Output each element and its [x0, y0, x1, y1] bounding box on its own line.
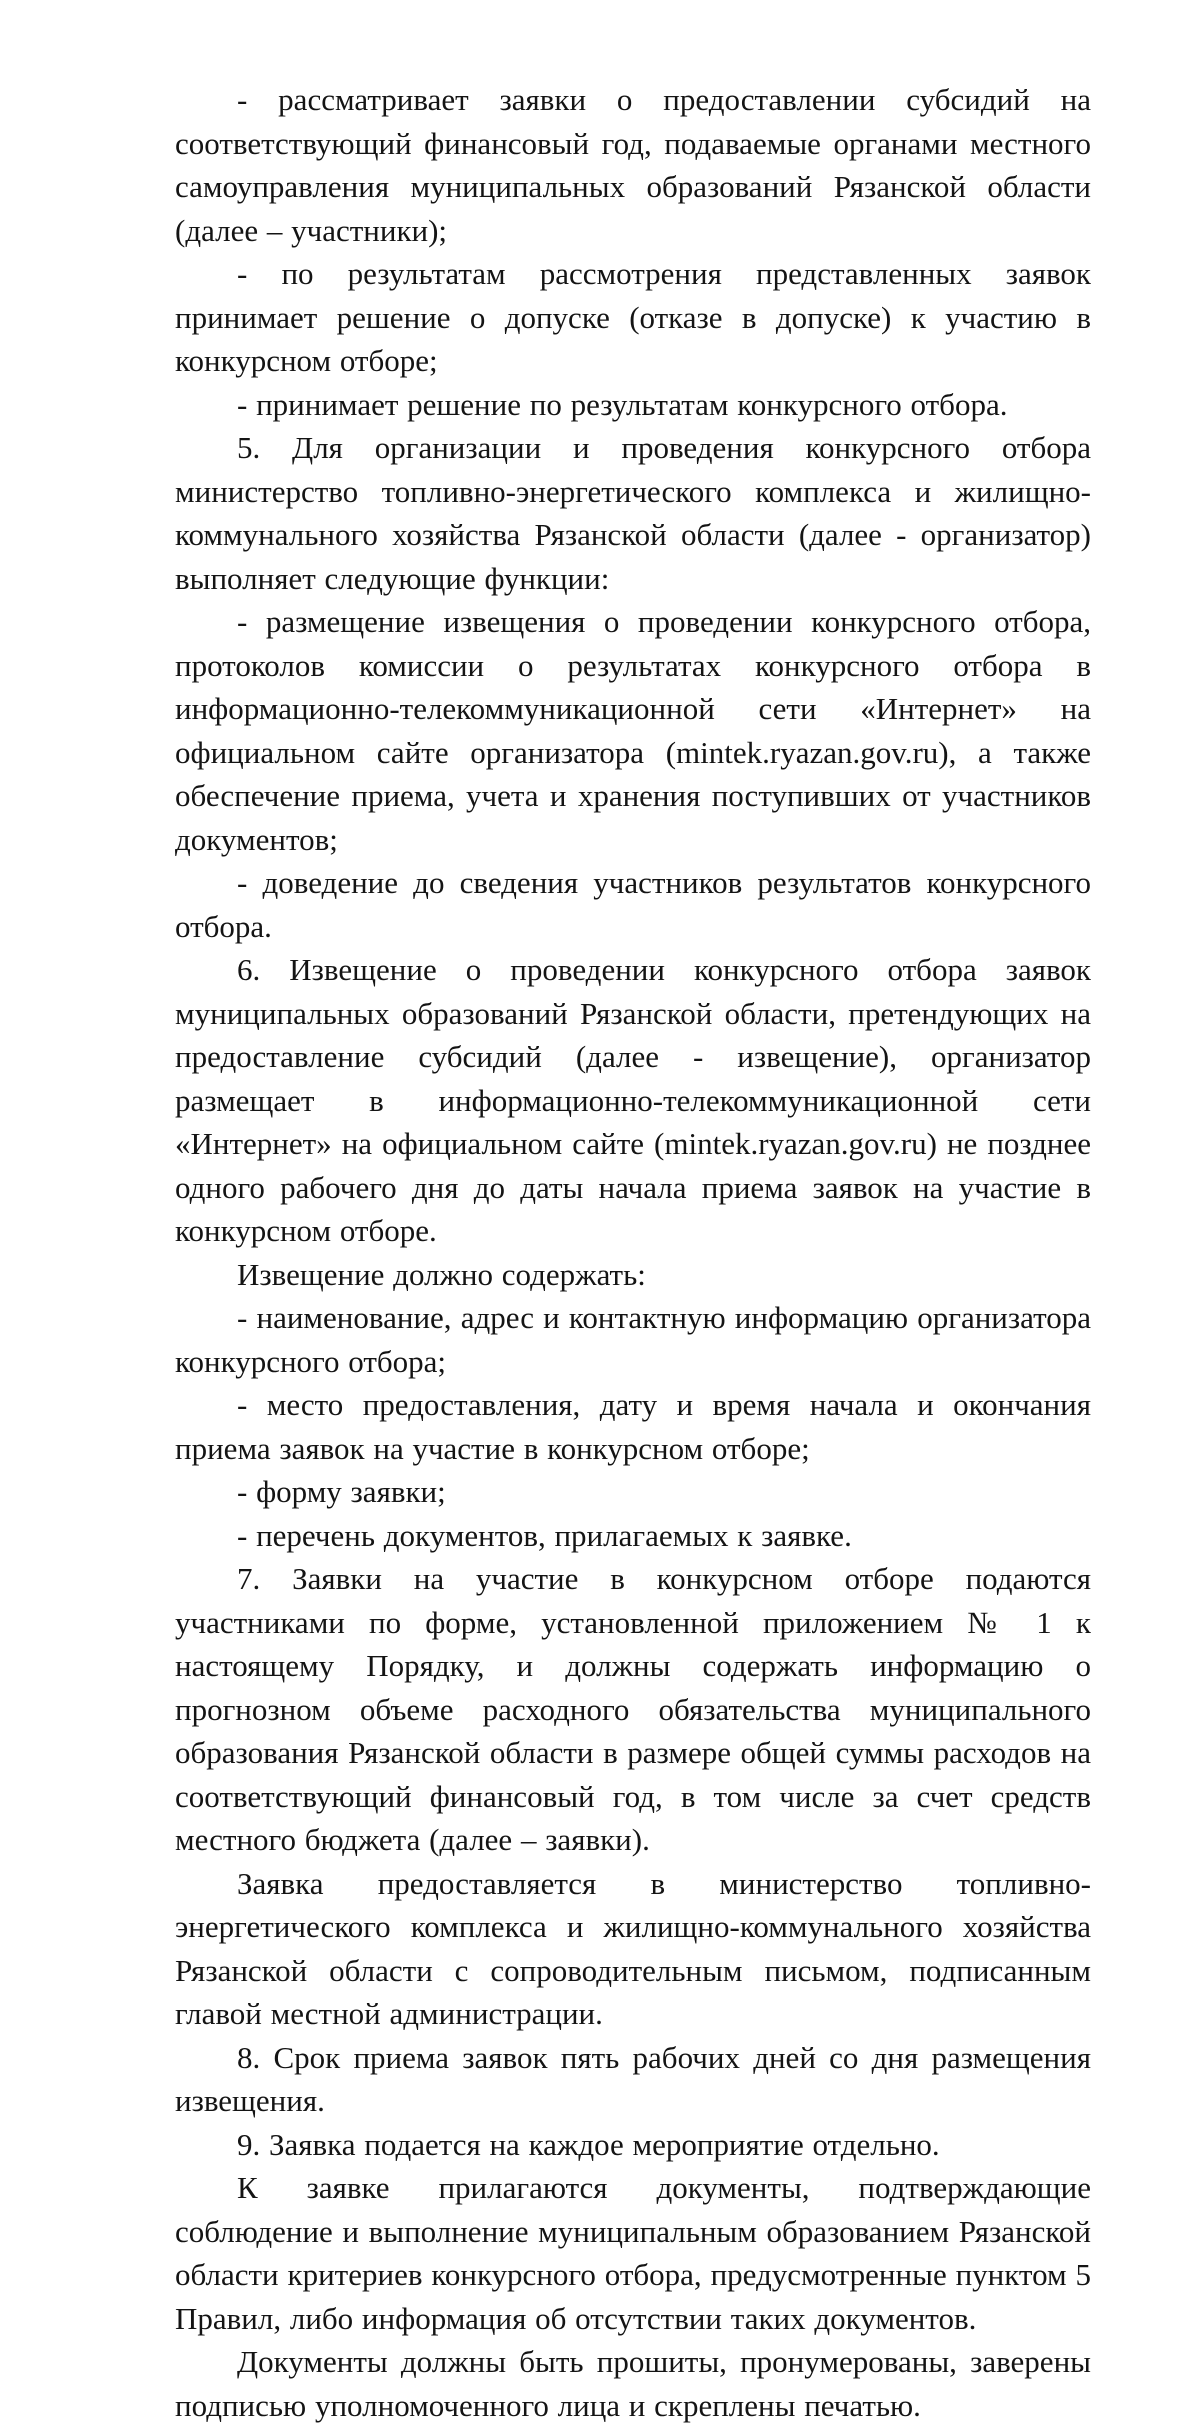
paragraph-item-5: 5. Для организации и проведения конкурсного отбора министерство топливно-энергетического комплекса и жилищно-коммунального хозяйства Рязанской области (далее - организатор) выполняет следующие функции:: [175, 430, 1091, 596]
paragraph-final-decision: - принимает решение по результатам конкурсного отбора.: [237, 386, 1008, 422]
paragraph-notice-documents-list: - перечень документов, прилагаемых к заявке.: [237, 1517, 852, 1553]
paragraph-admission-decision: - по результатам рассмотрения представленных заявок принимает решение о допуске (отказе в допуске) к участию в конкурсном отборе;: [175, 256, 1091, 378]
paragraph-item-7: 7. Заявки на участие в конкурсном отборе подаются участниками по форме, установленной приложением № 1 к настоящему Порядку, и должны содержать информацию о прогнозном объеме расходного обязательства муниципального образования Рязанской области в размере общей суммы расходов на соответствующий финансовый год, в том числе за счет средств местного бюджета (далее – заявки).: [175, 1561, 1091, 1857]
paragraph-attached-documents: К заявке прилагаются документы, подтверждающие соблюдение и выполнение муниципальным образованием Рязанской области критериев конкурсного отбора, предусмотренные пунктом 5 Правил, либо информация об отсутствии таких документов.: [175, 2170, 1091, 2336]
paragraph-notice-placement: - размещение извещения о проведении конкурсного отбора, протоколов комиссии о результатах конкурсного отбора в информационно-телекоммуникационной сети «Интернет» на официальном сайте организатора (mintek.ryazan.gov.ru), а также обеспечение приема, учета и хранения поступивших от участников документов;: [175, 604, 1091, 857]
paragraph-item-9: 9. Заявка подается на каждое мероприятие отдельно.: [237, 2126, 940, 2162]
paragraph-reviews-applications: - рассматривает заявки о предоставлении субсидий на соответствующий финансовый год, подаваемые органами местного самоуправления муниципальных образований Рязанской области (далее – участники);: [175, 82, 1091, 248]
paragraph-notice-must-contain: Извещение должно содержать:: [237, 1256, 646, 1292]
paragraph-documents-binding: Документы должны быть прошиты, пронумерованы, заверены подписью уполномоченного лица и скреплены печатью.: [175, 2344, 1091, 2423]
paragraph-item-6: 6. Извещение о проведении конкурсного отбора заявок муниципальных образований Рязанской области, претендующих на предоставление субсидий (далее - извещение), организатор размещает в информационно-телекоммуникационной сети «Интернет» на официальном сайте (mintek.ryazan.gov.ru) не позднее одного рабочего дня до даты начала приема заявок на участие в конкурсном отборе.: [175, 952, 1091, 1248]
paragraph-results-communication: - доведение до сведения участников результатов конкурсного отбора.: [175, 865, 1091, 944]
document-text-block: [175, 78, 1091, 2427]
paragraph-notice-place-date: - место предоставления, дату и время начала и окончания приема заявок на участие в конкурсном отборе;: [175, 1387, 1091, 1466]
paragraph-notice-name-address: - наименование, адрес и контактную информацию организатора конкурсного отбора;: [175, 1300, 1091, 1379]
paragraph-item-8: 8. Срок приема заявок пять рабочих дней со дня размещения извещения.: [175, 2039, 1091, 2118]
paragraph-application-submission: Заявка предоставляется в министерство топливно-энергетического комплекса и жилищно-коммунального хозяйства Рязанской области с сопроводительным письмом, подписанным главой местной администрации.: [175, 1865, 1091, 2031]
paragraph-notice-application-form: - форму заявки;: [237, 1474, 446, 1509]
